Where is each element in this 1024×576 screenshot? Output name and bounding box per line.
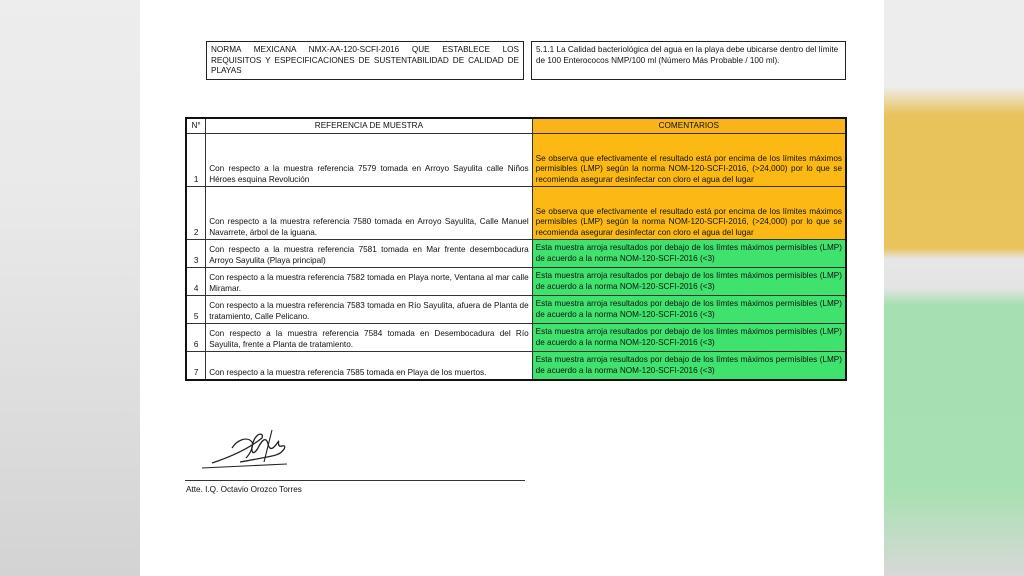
sample-reference: Con respecto a la muestra referencia 7579 tomada en Arroyo Sayulita calle Niños Héroes esquina Revolución <box>206 134 532 187</box>
sample-comment: Esta muestra arroja resultados por debajo de los límtes máximos permisibles (LMP) de acuerdo a la norma NOM-120-SCFI-2016 (<3) <box>532 240 846 268</box>
signer-name: Atte. I.Q. Octavio Orozco Torres <box>186 485 302 494</box>
sample-comment: Esta muestra arroja resultados por debajo de los límtes máximos permisibles (LMP) de acuerdo a la norma NOM-120-SCFI-2016 (<3) <box>532 268 846 296</box>
table-row <box>186 324 846 352</box>
sample-reference: Con respecto a la muestra referencia 7583 tomada en Río Sayulita, afuera de Planta de tratamiento, Calle Pelicano. <box>206 296 532 324</box>
sample-comment: Esta muestra arroja resultados por debajo de los límtes máximos permisibles (LMP) de acuerdo a la norma NOM-120-SCFI-2016 (<3) <box>532 352 846 381</box>
row-number: 4 <box>186 268 206 296</box>
right-blurred-margin <box>884 0 1024 576</box>
table-row <box>186 240 846 268</box>
header-reference: REFERENCIA DE MUESTRA <box>206 118 532 134</box>
left-blurred-margin <box>0 0 140 576</box>
table-row <box>186 268 846 296</box>
sample-comment: Se observa que efectivamente el resultado está por encima de los límites máximos permisibles (LMP) según la norma NOM-120-SCFI-2016, (>24,000) por lo que se recomienda asegurar desinfectar con cloro el agua del lugar <box>532 134 846 187</box>
table-row <box>186 134 846 187</box>
row-number: 3 <box>186 240 206 268</box>
sample-reference: Con respecto a la muestra referencia 7585 tomada en Playa de los muertos. <box>206 352 532 381</box>
table-header-row <box>186 118 846 134</box>
header-number: N° <box>186 118 206 134</box>
row-number: 5 <box>186 296 206 324</box>
sample-comment: Esta muestra arroja resultados por debajo de los límtes máximos permisibles (LMP) de acuerdo a la norma NOM-120-SCFI-2016 (<3) <box>532 296 846 324</box>
row-number: 1 <box>186 134 206 187</box>
table-row <box>186 296 846 324</box>
table-row <box>186 187 846 240</box>
sample-results-table <box>185 117 847 381</box>
sample-reference: Con respecto a la muestra referencia 7581 tomada en Mar frente desembocadura Arroyo Sayulita (Playa principal) <box>206 240 532 268</box>
document-page <box>140 0 884 576</box>
table-row <box>186 352 846 381</box>
header-comments: COMENTARIOS <box>532 118 846 134</box>
row-number: 6 <box>186 324 206 352</box>
signature-line <box>185 480 525 481</box>
sample-comment: Esta muestra arroja resultados por debajo de los límtes máximos permisibles (LMP) de acuerdo a la norma NOM-120-SCFI-2016 (<3) <box>532 324 846 352</box>
row-number: 7 <box>186 352 206 381</box>
signature-mark <box>192 418 302 476</box>
sample-reference: Con respecto a la muestra referencia 7580 tomada en Arroyo Sayulita, Calle Manuel Navarrete, árbol de la iguana. <box>206 187 532 240</box>
bacteriological-quality-box: 5.1.1 La Calidad bacteriológica del agua en la playa debe ubicarse dentro del límite de 100 Enterococos NMP/100 ml (Número Más Probable / 100 ml). <box>531 41 846 80</box>
row-number: 2 <box>186 187 206 240</box>
sample-reference: Con respecto a la muestra referencia 7584 tomada en Desembocadura del Río Sayulita, frente a Planta de tratamiento. <box>206 324 532 352</box>
sample-comment: Se observa que efectivamente el resultado está por encima de los límites máximos permisibles (LMP) según la norma NOM-120-SCFI-2016, (>24,000) por lo que se recomienda asegurar desinfectar con cloro el agua del lugar <box>532 187 846 240</box>
norm-reference-box: NORMA MEXICANA NMX-AA-120-SCFI-2016 QUE ESTABLECE LOS REQUISITOS Y ESPECIFICACIONES DE SUSTENTABILIDAD DE CALIDAD DE PLAYAS <box>206 41 524 80</box>
sample-reference: Con respecto a la muestra referencia 7582 tomada en Playa norte, Ventana al mar calle Miramar. <box>206 268 532 296</box>
